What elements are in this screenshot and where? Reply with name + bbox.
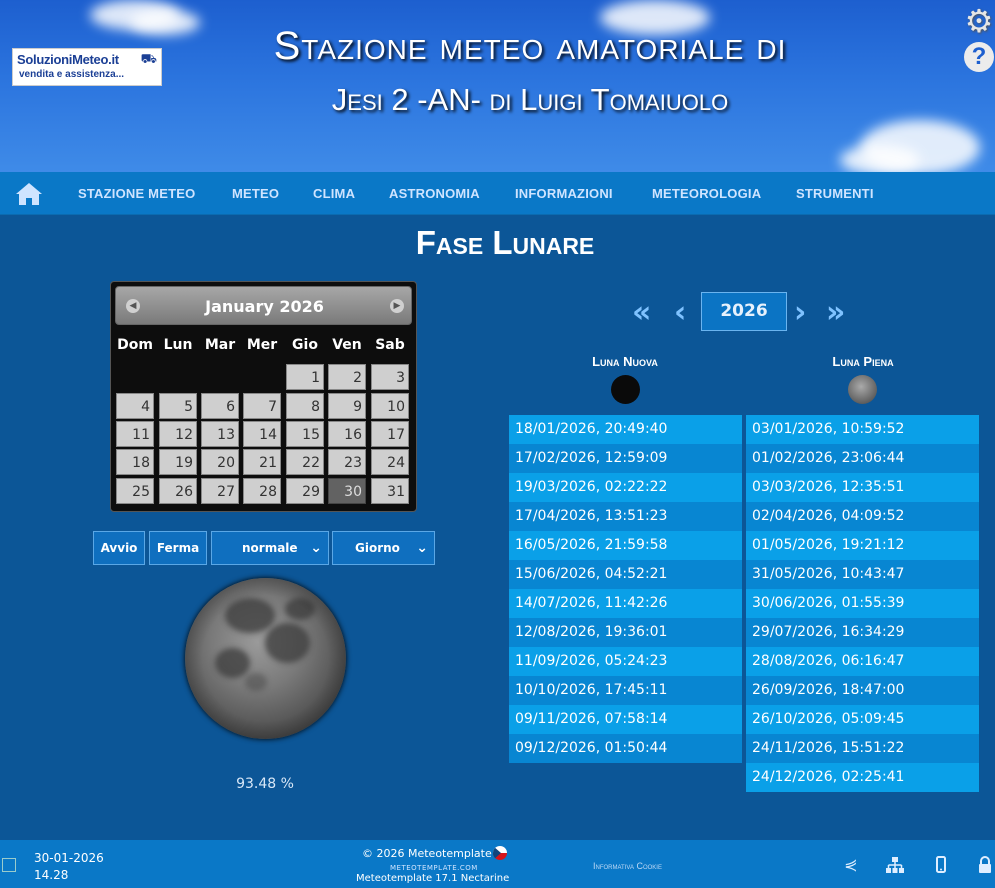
header-banner [0, 0, 995, 172]
full-moon-date: 29/07/2026, 16:34:29 [746, 618, 979, 647]
mobile-icon[interactable] [931, 855, 951, 875]
new-moon-date: 18/01/2026, 20:49:40 [509, 415, 742, 444]
full-moon-date: 24/12/2026, 02:25:41 [746, 763, 979, 792]
calendar-day[interactable]: 5 [159, 393, 197, 419]
next-year-icon[interactable]: › [794, 295, 807, 330]
weekday-header: Mer [246, 337, 278, 353]
prev-year-icon[interactable]: ‹ [674, 295, 687, 330]
broken-image-icon [2, 858, 16, 872]
calendar-day[interactable]: 22 [286, 449, 324, 475]
weekday-header: Gio [292, 337, 318, 353]
last-year-icon[interactable]: » [826, 295, 846, 330]
calendar-header [115, 286, 412, 325]
weekday-header: Lun [163, 337, 193, 353]
calendar-day[interactable]: 8 [286, 393, 324, 419]
calendar-day[interactable]: 16 [328, 421, 366, 447]
sitemap-icon[interactable] [885, 855, 905, 875]
new-moon-date: 14/07/2026, 11:42:26 [509, 589, 742, 618]
calendar-day[interactable]: 20 [201, 449, 239, 475]
new-moon-date: 19/03/2026, 02:22:22 [509, 473, 742, 502]
calendar-day[interactable]: 9 [328, 393, 366, 419]
station-subtitle: Jesi 2 -AN- di Luigi Tomaiuolo [331, 82, 729, 117]
page-title: Fase Lunare [415, 224, 595, 261]
calendar-day[interactable]: 14 [243, 421, 281, 447]
calendar-month-title: January 2026 [205, 297, 324, 316]
calendar-day[interactable]: 27 [201, 478, 239, 504]
new-moon-icon [611, 375, 640, 404]
calendar-day[interactable]: 19 [159, 449, 197, 475]
unit-select-value: Giorno [355, 541, 400, 555]
chevron-down-icon: ⌄ [310, 540, 322, 556]
calendar-day[interactable]: 24 [371, 449, 409, 475]
full-moon-date: 03/03/2026, 12:35:51 [746, 473, 979, 502]
unit-select[interactable] [332, 531, 435, 565]
new-moon-date: 11/09/2026, 05:24:23 [509, 647, 742, 676]
chevron-down-icon: ⌄ [416, 540, 428, 556]
date-picker-calendar [110, 281, 417, 512]
footer [0, 840, 995, 888]
illumination-percent: 93.48 % [236, 776, 294, 792]
full-moon-date: 24/11/2026, 15:51:22 [746, 734, 979, 763]
cookie-info-link[interactable]: Informativa Cookie [593, 861, 662, 871]
calendar-day[interactable]: 3 [371, 364, 409, 390]
first-year-icon[interactable]: « [632, 295, 652, 330]
new-moon-date: 09/11/2026, 07:58:14 [509, 705, 742, 734]
cart-icon: ⛟ [140, 52, 157, 67]
full-moon-date: 26/10/2026, 05:09:45 [746, 705, 979, 734]
full-moon-date: 01/05/2026, 19:21:12 [746, 531, 979, 560]
full-moon-icon [848, 375, 877, 404]
calendar-day[interactable]: 25 [116, 478, 154, 504]
full-moon-heading: Luna Piena [832, 354, 894, 369]
full-moon-date: 01/02/2026, 23:06:44 [746, 444, 979, 473]
calendar-day[interactable]: 26 [159, 478, 197, 504]
stop-button[interactable]: Ferma [149, 531, 207, 565]
new-moon-heading: Luna Nuova [592, 354, 658, 369]
main-nav [0, 172, 995, 215]
home-icon[interactable] [14, 181, 44, 207]
logo-subtitle: vendita e assistenza... [19, 69, 125, 80]
nav-astronomia[interactable]: ASTRONOMIA [389, 186, 480, 201]
year-field[interactable]: 2026 [701, 292, 787, 331]
calendar-day[interactable]: 4 [116, 393, 154, 419]
new-moon-date: 16/05/2026, 21:59:58 [509, 531, 742, 560]
calendar-day[interactable]: 7 [243, 393, 281, 419]
weekday-header: Mar [204, 337, 236, 353]
calendar-day[interactable]: 2 [328, 364, 366, 390]
speed-select[interactable] [211, 531, 329, 565]
new-moon-date: 12/08/2026, 19:36:01 [509, 618, 742, 647]
calendar-day[interactable]: 10 [371, 393, 409, 419]
calendar-day[interactable]: 21 [243, 449, 281, 475]
footer-time: 14.28 [34, 868, 69, 882]
calendar-day[interactable]: 15 [286, 421, 324, 447]
full-moon-date: 26/09/2026, 18:47:00 [746, 676, 979, 705]
weekday-header: Dom [117, 337, 153, 353]
footer-version: Meteotemplate 17.1 Nectarine [356, 873, 510, 884]
footer-date: 30-01-2026 [34, 851, 104, 865]
lock-icon[interactable] [975, 855, 995, 875]
weekday-header: Ven [332, 337, 362, 353]
new-moon-date: 17/04/2026, 13:51:23 [509, 502, 742, 531]
calendar-day[interactable]: 17 [371, 421, 409, 447]
calendar-day[interactable]: 13 [201, 421, 239, 447]
calendar-day[interactable]: 29 [286, 478, 324, 504]
footer-copyright: © 2026 Meteotemplate [362, 847, 492, 860]
calendar-day[interactable]: 1 [286, 364, 324, 390]
help-icon[interactable]: ? [964, 42, 994, 72]
calendar-day[interactable]: 28 [243, 478, 281, 504]
new-moon-date: 10/10/2026, 17:45:11 [509, 676, 742, 705]
share-icon[interactable]: ⋞ [844, 855, 858, 874]
nav-clima[interactable]: CLIMA [313, 186, 356, 201]
nav-informazioni[interactable]: INFORMAZIONI [515, 186, 613, 201]
calendar-day[interactable]: 6 [201, 393, 239, 419]
nav-stazione-meteo[interactable]: STAZIONE METEO [78, 186, 196, 201]
calendar-day[interactable]: 31 [371, 478, 409, 504]
full-moon-date: 30/06/2026, 01:55:39 [746, 589, 979, 618]
nav-meteorologia[interactable]: METEOROLOGIA [652, 186, 762, 201]
nav-meteo[interactable]: METEO [232, 186, 280, 201]
new-moon-date: 09/12/2026, 01:50:44 [509, 734, 742, 763]
footer-site-link[interactable]: METEOTEMPLATE.COM [390, 864, 478, 872]
gear-icon[interactable]: ⚙ [964, 2, 994, 40]
full-moon-date: 03/01/2026, 10:59:52 [746, 415, 979, 444]
new-moon-date: 17/02/2026, 12:59:09 [509, 444, 742, 473]
czech-flag-icon [493, 846, 507, 860]
calendar-day[interactable]: 30 [328, 478, 366, 504]
calendar-day[interactable]: 18 [116, 449, 154, 475]
calendar-day[interactable]: 23 [328, 449, 366, 475]
logo-text: SoluzioniMeteo.it [17, 52, 119, 67]
new-moon-date: 15/06/2026, 04:52:21 [509, 560, 742, 589]
calendar-day[interactable]: 12 [159, 421, 197, 447]
weekday-header: Sab [375, 337, 405, 353]
speed-select-value: normale [242, 541, 298, 555]
full-moon-date: 28/08/2026, 06:16:47 [746, 647, 979, 676]
start-button[interactable]: Avvio [93, 531, 145, 565]
nav-strumenti[interactable]: STRUMENTI [796, 186, 874, 201]
full-moon-date: 02/04/2026, 04:09:52 [746, 502, 979, 531]
station-title: Stazione meteo amatoriale di [273, 24, 787, 68]
prev-month-icon[interactable]: ◀ [126, 299, 140, 313]
calendar-day[interactable]: 11 [116, 421, 154, 447]
next-month-icon[interactable]: ▶ [390, 299, 404, 313]
full-moon-date: 31/05/2026, 10:43:47 [746, 560, 979, 589]
moon-phase-image [185, 578, 346, 739]
